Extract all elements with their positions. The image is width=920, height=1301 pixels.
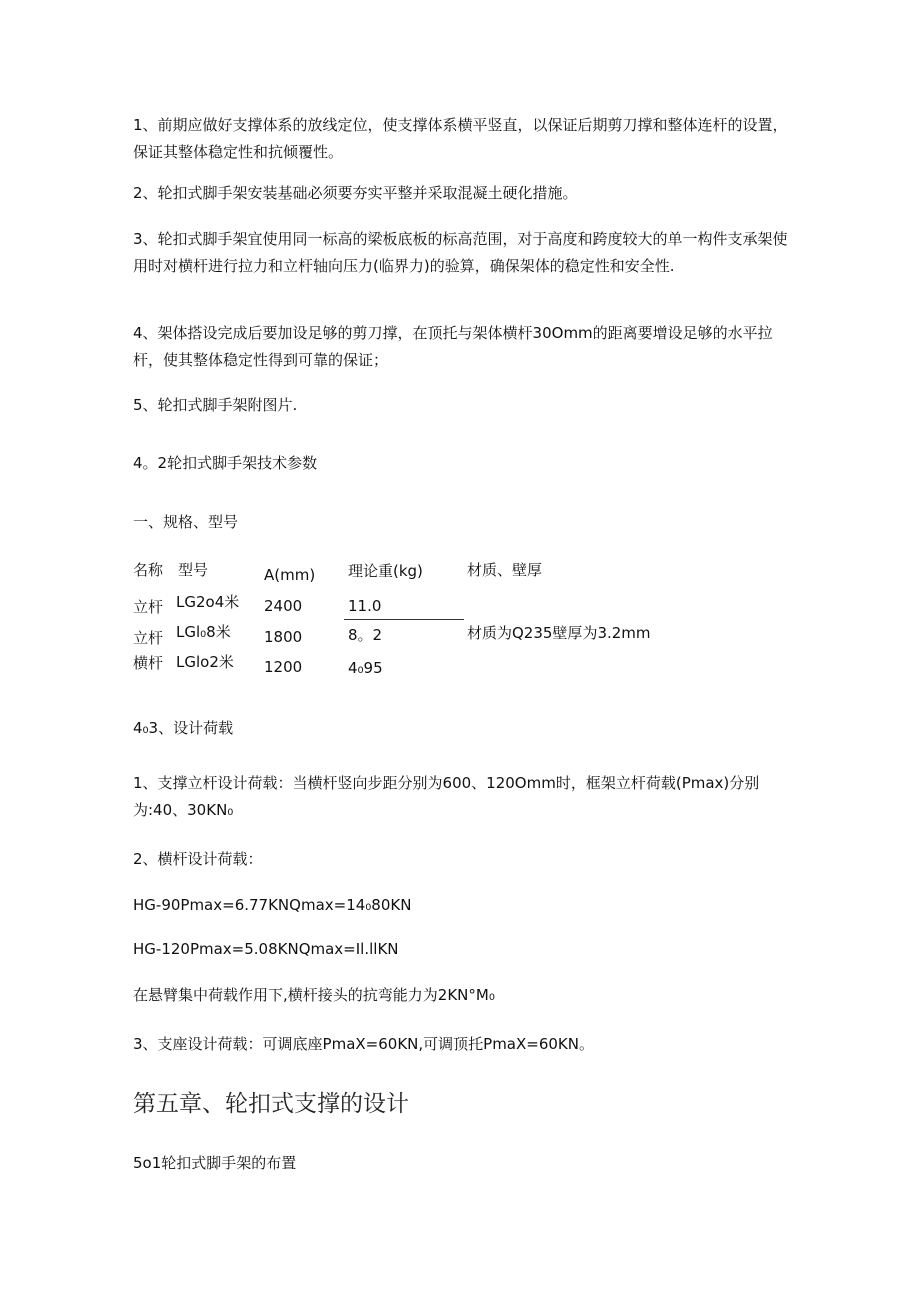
load-formula-hg120: HG-120Pmax=5.08KNQmax=Il.llKN (133, 940, 399, 958)
table-header-weight: 理论重(kg) (348, 562, 423, 580)
row-weight: 4₀95 (348, 659, 383, 677)
table-header-name: 名称 (133, 561, 164, 579)
row-model: LG2o4米 (176, 593, 240, 611)
load-item-1: 1、支撑立杆设计荷载：当横杆竖向步距分别为600、120Omm时，框架立杆荷载(Pmax)分别为:40、30KN₀ (133, 774, 760, 819)
row-model: LGlo2米 (176, 653, 234, 671)
row-model: LGl₀8米 (176, 623, 231, 641)
row-name: 立杆 (133, 629, 164, 647)
table-header-a: A(mm) (264, 566, 316, 584)
section-heading-4-3: 4₀3、设计荷载 (133, 719, 234, 737)
load-item-2: 2、横杆设计荷载： (133, 850, 263, 868)
table-material-note: 材质为Q235壁厚为3.2mm (467, 624, 651, 642)
row-weight: 8。2 (348, 626, 383, 644)
paragraph-4: 4、架体搭设完成后要加设足够的剪刀撑，在顶托与架体横杆30Omm的距离要增设足够的水平拉杆，使其整体稳定性得到可靠的保证； (133, 324, 773, 369)
row-a: 1200 (264, 658, 303, 676)
section-heading-4-2: 4。2轮扣式脚手架技术参数 (133, 454, 318, 472)
load-item-3: 3、支座设计荷载：可调底座PmaX=60KN,可调顶托PmaX=60KN。 (133, 1035, 594, 1053)
row-a: 2400 (264, 597, 303, 615)
table-header-material: 材质、壁厚 (467, 561, 543, 579)
load-item-cantilever: 在悬臂集中荷载作用下,横杆接头的抗弯能力为2KN°M₀ (133, 986, 495, 1004)
table-divider (344, 619, 464, 620)
row-name: 立杆 (133, 598, 164, 616)
chapter-title: 第五章、轮扣式支撑的设计 (133, 1091, 409, 1117)
load-formula-hg90: HG-90Pmax=6.77KNQmax=14₀80KN (133, 896, 412, 914)
row-a: 1800 (264, 628, 303, 646)
row-name: 横杆 (133, 654, 164, 672)
paragraph-2: 2、轮扣式脚手架安装基础必须要夯实平整并采取混凝土硬化措施。 (133, 184, 578, 202)
paragraph-1: 1、前期应做好支撑体系的放线定位，使支撑体系横平竖直，以保证后期剪刀撑和整体连杆的设置，保证其整体稳定性和抗倾覆性。 (133, 116, 788, 161)
subsection-heading-spec: 一、规格、型号 (133, 513, 239, 531)
paragraph-5: 5、轮扣式脚手架附图片. (133, 396, 298, 414)
section-heading-5-1: 5o1轮扣式脚手架的布置 (133, 1154, 297, 1172)
paragraph-3: 3、轮扣式脚手架宜使用同一标高的梁板底板的标高范围，对于高度和跨度较大的单一构件支承架使用时对横杆进行拉力和立杆轴向压力(临界力)的验算，确保架体的稳定性和安全性. (133, 230, 788, 275)
row-weight: 11.0 (348, 597, 382, 615)
table-header-model: 型号 (178, 561, 209, 579)
